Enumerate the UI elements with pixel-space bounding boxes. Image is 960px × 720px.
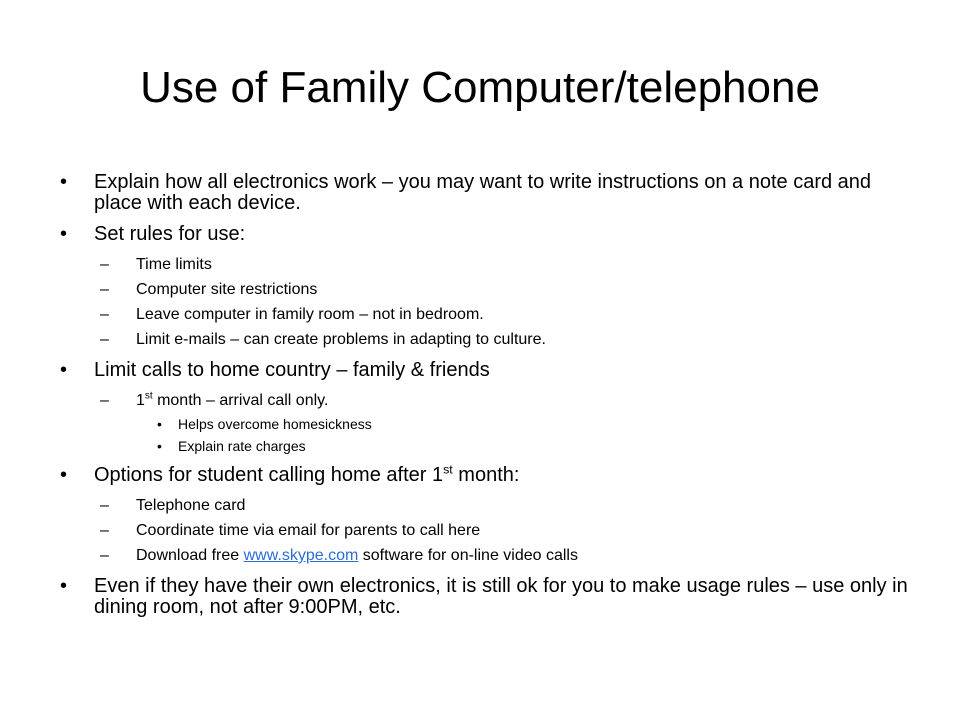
sub-item bbox=[58, 305, 908, 325]
bullet-item bbox=[58, 576, 908, 618]
sub-sub-item bbox=[58, 416, 908, 433]
bullet-marker: • bbox=[157, 416, 162, 432]
slide-content bbox=[58, 172, 908, 628]
sub-sub-item-text: Helps overcome homesickness bbox=[178, 416, 372, 432]
bullet-text: Even if they have their own electronics, it is still ok for you to make usage rules – use only in dining room, not after 9:00PM, etc. bbox=[94, 575, 908, 618]
ordinal-suffix: st bbox=[443, 462, 453, 477]
sub-item bbox=[58, 521, 908, 541]
sub-item-text: Time limits bbox=[136, 256, 212, 273]
sub-sub-item-text: Explain rate charges bbox=[178, 438, 306, 454]
sub-item bbox=[58, 391, 908, 411]
bullet-text: Options for student calling home after 1 bbox=[94, 464, 444, 486]
dash-marker: – bbox=[100, 281, 109, 298]
sub-sub-item bbox=[58, 438, 908, 455]
dash-marker: – bbox=[100, 522, 109, 539]
sub-item-text: software for on-line video calls bbox=[358, 547, 578, 564]
sub-item bbox=[58, 255, 908, 275]
bullet-marker: • bbox=[157, 438, 162, 454]
bullet-text: Limit calls to home country – family & friends bbox=[94, 359, 490, 381]
dash-marker: – bbox=[100, 331, 109, 348]
dash-marker: – bbox=[100, 392, 109, 409]
sub-item-text: Download free bbox=[136, 547, 244, 564]
ordinal-suffix: st bbox=[144, 390, 153, 402]
bullet-text: Explain how all electronics work – you may want to write instructions on a note card and place with each device. bbox=[94, 171, 872, 214]
bullet-text: month: bbox=[452, 464, 520, 486]
bullet-item bbox=[58, 224, 908, 245]
sub-item-text: month – arrival call only. bbox=[152, 392, 329, 409]
bullet-item bbox=[58, 360, 908, 381]
dash-marker: – bbox=[100, 497, 109, 514]
dash-marker: – bbox=[100, 256, 109, 273]
sub-item bbox=[58, 496, 908, 516]
sub-item-text: Coordinate time via email for parents to call here bbox=[136, 522, 481, 539]
sub-item-text: Telephone card bbox=[136, 497, 246, 514]
sub-item-text: Leave computer in family room – not in bedroom. bbox=[136, 306, 484, 323]
skype-link[interactable]: www.skype.com bbox=[243, 547, 359, 564]
bullet-marker: • bbox=[60, 464, 68, 486]
sub-item-ordinal-number: 1 bbox=[136, 392, 145, 409]
bullet-marker: • bbox=[60, 359, 68, 381]
sub-item-text: Computer site restrictions bbox=[136, 281, 318, 298]
bullet-item bbox=[58, 462, 908, 486]
sub-item bbox=[58, 280, 908, 300]
bullet-marker: • bbox=[60, 223, 68, 245]
bullet-text: Set rules for use: bbox=[94, 223, 246, 245]
sub-item bbox=[58, 546, 908, 566]
dash-marker: – bbox=[100, 306, 109, 323]
bullet-marker: • bbox=[60, 575, 68, 597]
sub-item bbox=[58, 330, 908, 350]
bullet-item bbox=[58, 172, 908, 214]
dash-marker: – bbox=[100, 547, 109, 564]
slide-title: Use of Family Computer/telephone bbox=[140, 63, 820, 112]
bullet-marker: • bbox=[60, 171, 68, 193]
sub-item-text: Limit e-mails – can create problems in adapting to culture. bbox=[136, 331, 546, 348]
